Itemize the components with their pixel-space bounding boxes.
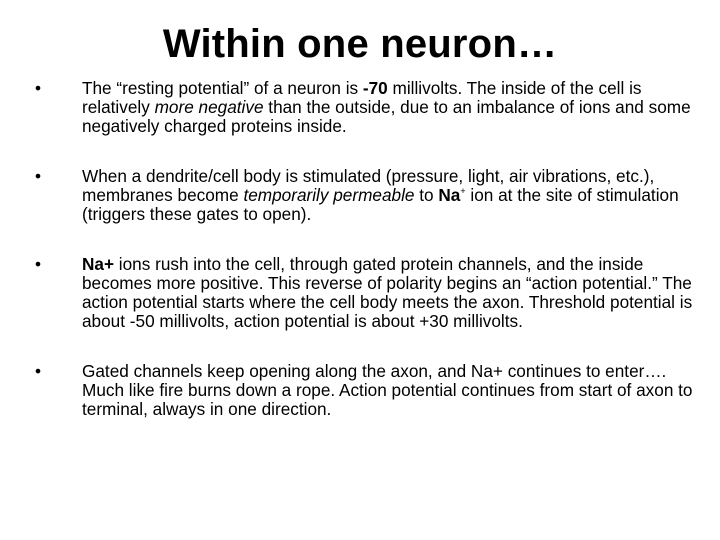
bullet-bold-text: Na: [438, 185, 461, 205]
bullet-text: than the outside, due to an imbalance of ions and some negatively charged proteins inside.: [82, 97, 691, 136]
bullet-text: Gated channels keep opening along the axon, and Na+ continues to enter…. Much like fire burns down a rope. Action potential continues from start of axon to terminal, always in one direction.: [82, 361, 693, 419]
bullet-marker: •: [34, 361, 42, 381]
bullet-bold-text: -70: [362, 78, 388, 98]
bullet-marker: •: [34, 78, 42, 98]
bullet-italic-text: more negative: [154, 97, 264, 117]
bullet-text: to: [414, 185, 439, 205]
bullet-text: millivolts. The inside of the cell is relatively: [82, 78, 642, 117]
slide-title: Within one neuron…: [162, 22, 558, 66]
bullet-item-propagation: [28, 362, 698, 419]
bullet-marker: •: [34, 254, 42, 274]
bullet-text: The “resting potential” of a neuron is: [82, 78, 363, 98]
bullet-italic-text: temporarily permeable: [243, 185, 415, 205]
bullet-item-stimulation: [28, 167, 698, 224]
bullet-item-resting-potential: [28, 79, 698, 136]
bullet-text: When a dendrite/cell body is stimulated (pressure, light, air vibrations, etc.), membranes become: [82, 166, 655, 205]
bullet-list: [28, 79, 698, 419]
bullet-item-action-potential: [28, 255, 698, 331]
bullet-text: ions rush into the cell, through gated protein channels, and the inside becomes more positive. This reverse of polarity begins an “action potential.” The action potential starts where the cell body meets the axon. Threshold potential is about -50 millivolts, action potential is about +30 millivolts.: [82, 254, 693, 331]
bullet-superscript: +: [460, 186, 466, 196]
bullet-bold-text: Na+: [82, 254, 115, 274]
bullet-marker: •: [34, 166, 42, 186]
bullet-text: ion at the site of stimulation (triggers these gates to open).: [82, 185, 679, 224]
